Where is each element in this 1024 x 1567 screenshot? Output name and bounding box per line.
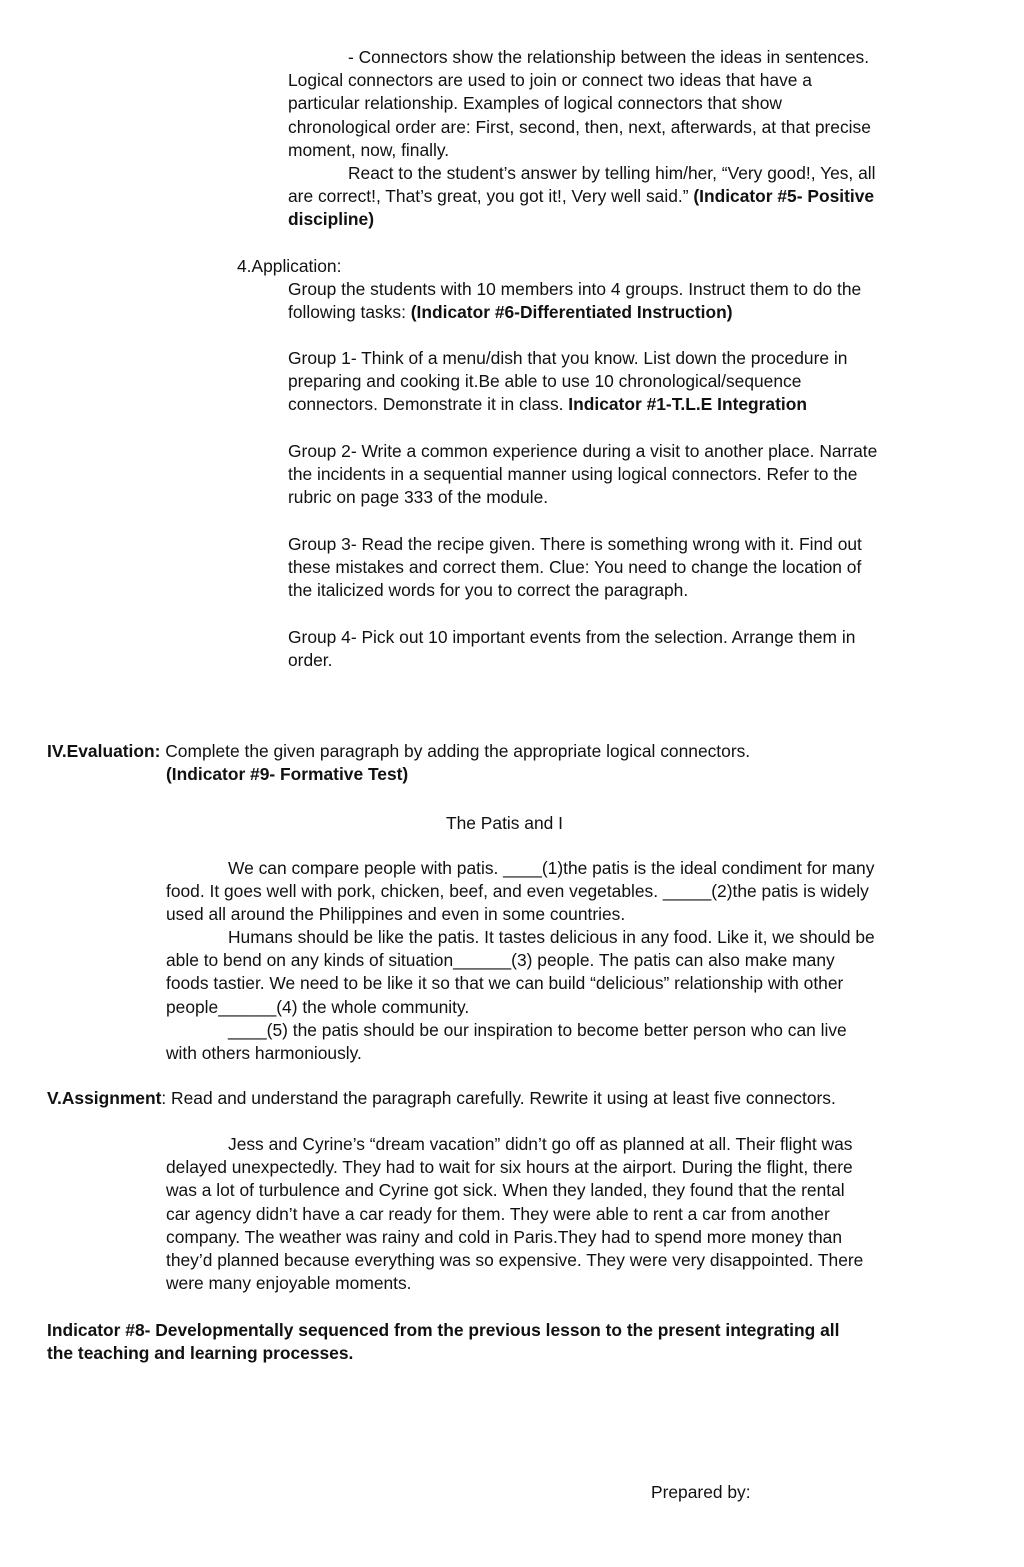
assignment-line: were many enjoyable moments. [166,1273,412,1294]
indicator-8-text: Indicator #8- Developmentally sequenced from the previous lesson to the present integrating all [47,1320,840,1340]
indicator-8-note [47,1319,1007,1365]
patis-line: ____(5) the patis should be our inspiration to become better person who can live [228,1020,847,1040]
group-2-line: rubric on page 333 of the module. [288,487,549,508]
assignment-line: company. The weather was rainy and cold in Paris.They had to spend more money than [166,1226,843,1247]
assignment-instruction: : Read and understand the paragraph carefully. Rewrite it using at least five connectors. [161,1088,836,1108]
patis-title: The Patis and I [446,813,563,833]
patis-line: We can compare people with patis. ____(1)the patis is the ideal condiment for many [228,858,875,878]
indicator-8-line [47,1342,1007,1365]
group-1-line: preparing and cooking it.Be able to use 10 chronological/sequence [288,371,802,392]
application-intro [288,278,988,324]
evaluation-instruction: Complete the given paragraph by adding the appropriate logical connectors. [160,741,751,761]
connectors-line: particular relationship. Examples of logical connectors that show [288,93,782,114]
application-intro-line: Group the students with 10 members into 4 groups. Instruct them to do the [288,279,862,299]
indicator-5-label: (Indicator #5- Positive [693,186,875,207]
application-intro-text: following tasks: [288,302,411,323]
prepared-by: Prepared by: [651,1482,751,1502]
assignment-line: they’d planned because everything was so expensive. They were very disappointed. There [166,1250,864,1271]
react-text: are correct!, That’s great, you got it!, Very well said.” [288,186,694,207]
group-4-task [288,626,988,672]
patis-paragraph-2 [166,926,996,1019]
assignment-line: was a lot of turbulence and Cyrine got sick. When they landed, they found that the rental [166,1180,845,1201]
connectors-line: moment, now, finally. [288,139,450,160]
group-3-task [288,533,988,603]
patis-line: used all around the Philippines and even in some countries. [166,904,626,925]
group-2-task [288,440,988,510]
application-intro-line [288,301,988,324]
group-2-line: Group 2- Write a common experience during a visit to another place. Narrate [288,441,878,461]
patis-line: food. It goes well with pork, chicken, beef, and even vegetables. _____(2)the patis is widely [166,881,869,902]
group-1-task [288,347,988,417]
patis-line: able to bend on any kinds of situation______(3) people. The patis can also make many [166,950,835,971]
evaluation-heading [47,740,987,763]
group-1-text: connectors. Demonstrate it in class. [288,394,569,415]
group-4-line: order. [288,650,333,671]
indicator-6-label: (Indicator #6-Differentiated Instruction) [410,302,733,323]
connectors-line: chronological order are: First, second, then, next, afterwards, at that precise [288,116,871,137]
patis-paragraph-1 [166,857,996,927]
react-line: React to the student’s answer by telling him/her, “Very good!, Yes, all [348,163,876,183]
patis-line: people______(4) the whole community. [166,996,470,1017]
assignment-line: car agency didn’t have a car ready for them. They were able to rent a car from another [166,1203,830,1224]
indicator-8-text: the teaching and learning processes. [47,1343,354,1364]
patis-line: Humans should be like the patis. It tastes delicious in any food. Like it, we should be [228,927,875,947]
group-3-line: Group 3- Read the recipe given. There is something wrong with it. Find out [288,534,862,554]
indicator-1-label: Indicator #1-T.L.E Integration [568,394,807,415]
connectors-line: Logical connectors are used to join or connect two ideas that have a [288,70,812,91]
group-2-line: the incidents in a sequential manner using logical connectors. Refer to the [288,464,858,485]
indicator-5-label-cont: discipline) [288,209,375,230]
group-3-line: the italicized words for you to correct the paragraph. [288,580,689,601]
group-4-line: Group 4- Pick out 10 important events from the selection. Arrange them in [288,627,856,647]
indicator-9-label [166,763,408,786]
connectors-explanation [288,46,988,162]
indicator-9-text: (Indicator #9- Formative Test) [166,764,409,784]
assignment-line: Jess and Cyrine’s “dream vacation” didn’t go off as planned at all. Their flight was [228,1134,853,1154]
application-heading: 4.Application: [237,256,342,276]
group-1-line [288,393,988,416]
assignment-heading [47,1087,1007,1110]
connectors-line: - Connectors show the relationship between the ideas in sentences. [348,47,870,67]
patis-paragraph-3 [166,1019,996,1065]
group-1-line: Group 1- Think of a menu/dish that you know. List down the procedure in [288,348,848,368]
indicator-8-line [47,1319,1007,1342]
patis-line: foods tastier. We need to be like it so that we can build “delicious” relationship with other [166,973,844,994]
react-line [288,185,988,208]
evaluation-label: IV.Evaluation: [47,741,161,761]
group-3-line: these mistakes and correct them. Clue: You need to change the location of [288,557,862,578]
react-line [288,208,988,231]
assignment-paragraph [166,1133,996,1295]
patis-line: with others harmoniously. [166,1043,362,1064]
assignment-label: V.Assignment [47,1088,162,1108]
assignment-line: delayed unexpectedly. They had to wait for six hours at the airport. During the flight, there [166,1157,853,1178]
react-paragraph [288,162,988,232]
